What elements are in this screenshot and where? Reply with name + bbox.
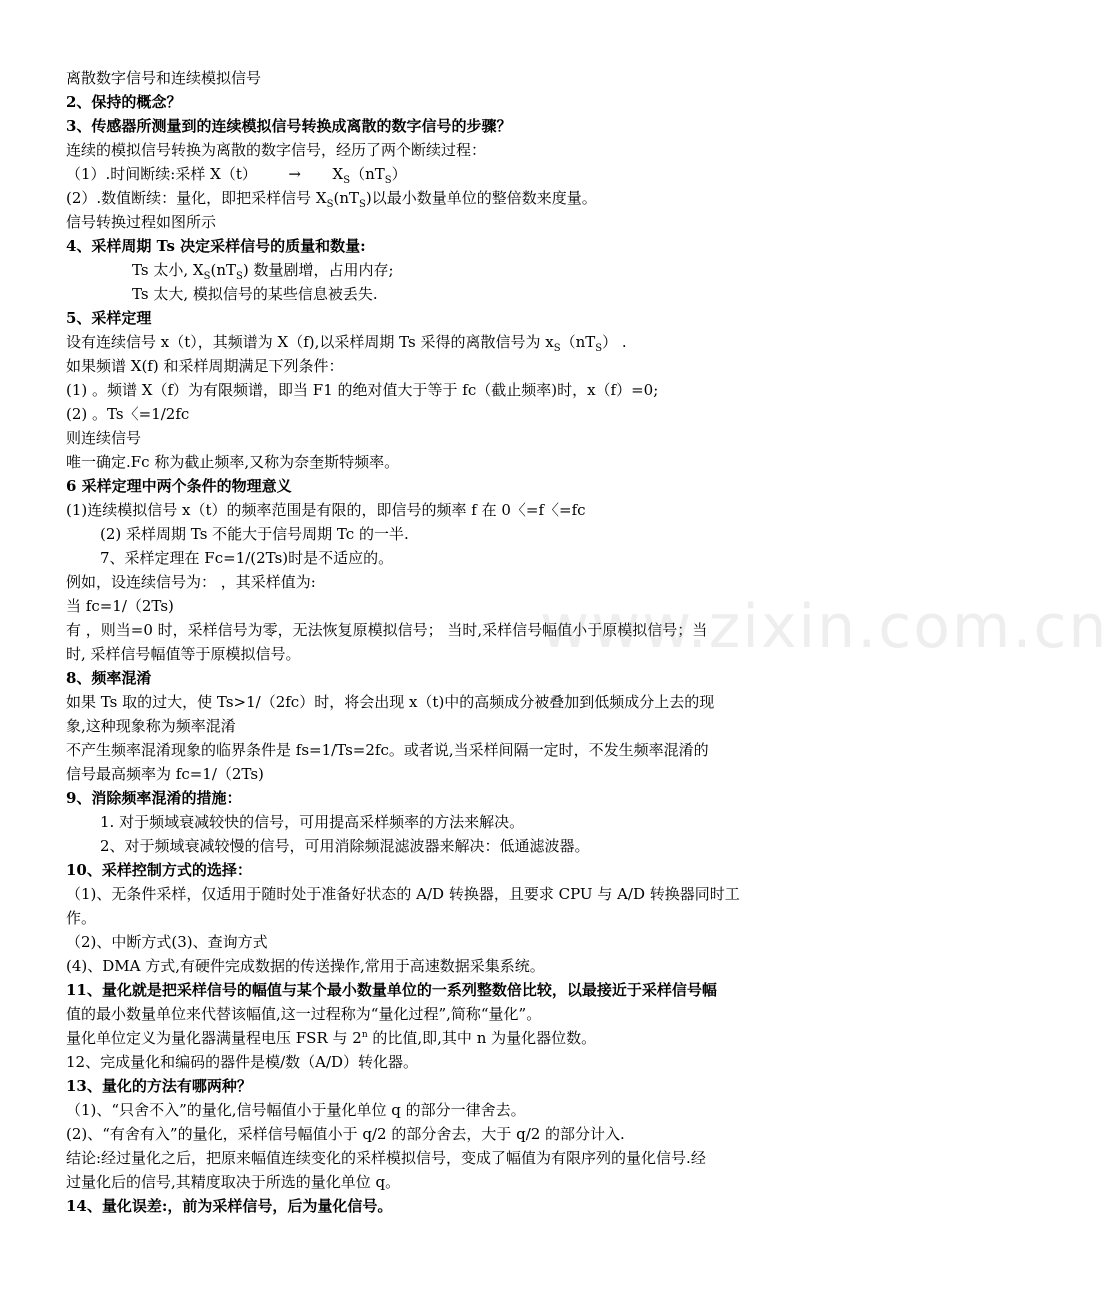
text-line-indented: 2、对于频域衰减较慢的信号，可用消除频混滤波器来解决：低通滤波器。 [100,837,590,855]
text-line: 有 ，则当=0 时，采样信号为零，无法恢复原模拟信号； 当时,采样信号幅值小于原模拟信号；当 [66,621,708,639]
text-line: （2)、中断方式(3)、查询方式 [66,933,268,951]
text-line: 离散数字信号和连续模拟信号 [66,69,262,87]
text-line-theorem: 设有连续信号 x（t），其频谱为 X（f),以采样周期 Ts 采得的离散信号为 $x_S(nT_S)$ . [66,333,627,354]
text-line: 值的最小数量单位来代替该幅值,这一过程称为“量化过程”,简称“量化”。 [66,1005,542,1023]
heading-13: 13、量化的方法有哪两种？ [66,1077,252,1095]
text-line: 唯一确定.Fc 称为截止频率,又称为奈奎斯特频率。 [66,453,400,471]
watermark: www.zixin.com.cn [540,592,1108,662]
text-line-sampling: （1）.时间断续:采样 $X(t) \to X_S(nT_S)$ [66,165,407,186]
text-line: 过量化后的信号,其精度取决于所选的量化单位 q。 [66,1173,401,1191]
heading-2: 2、保持的概念？ [66,93,182,111]
text-line: 信号转换过程如图所示 [66,213,217,231]
text-line-indented: Ts 太小, $X_S(nT_S)$ 数量剧增，占用内存; [132,261,394,282]
text-line: 连续的模拟信号转换为离散的数字信号，经历了两个断续过程： [66,141,487,159]
text-line-indented: (2) 采样周期 Ts 不能大于信号周期 Tc 的一半. [100,525,409,543]
text-line: 作。 [66,909,97,927]
heading-3: 3、传感器所测量到的连续模拟信号转换成离散的数字信号的步骤？ [66,117,512,135]
heading-4: 4、采样周期 Ts 决定采样信号的质量和数量: [66,237,366,255]
text-line: 不产生频率混淆现象的临界条件是 fs=1/Ts=2fc。或者说,当采样间隔一定时，不发生频率混淆的 [66,741,709,759]
text-line: （1)、无条件采样，仅适用于随时处于准备好状态的 A/D 转换器，且要求 CPU 与 A/D 转换器同时工 [66,885,740,903]
text-line: 当 fc=1/（2Ts) [66,597,174,615]
heading-5: 5、采样定理 [66,309,152,327]
text-line: 如果 Ts 取的过大，使 Ts>1/（2fc）时，将会出现 x（t)中的高频成分被叠加到低频成分上去的现 [66,693,715,711]
text-line: (2)、“有舍有入”的量化，采样信号幅值小于 q/2 的部分舍去，大于 q/2 的部分计入. [66,1125,625,1143]
text-line: 则连续信号 [66,429,142,447]
text-line: 例如，设连续信号为： ，其采样值为: [66,573,316,591]
heading-10: 10、采样控制方式的选择： [66,861,252,879]
text-line: 12、完成量化和编码的器件是模/数（A/D）转化器。 [66,1053,419,1071]
text-line: 如果频谱 X(f) 和采样周期满足下列条件： [66,357,344,375]
text-line-indented: Ts 太大, 模拟信号的某些信息被丢失. [132,285,378,303]
heading-8: 8、频率混淆 [66,669,152,687]
heading-9: 9、消除频率混淆的措施： [66,789,242,807]
text-line: （1)、“只舍不入”的量化,信号幅值小于量化单位 q 的部分一律舍去。 [66,1101,526,1119]
text-line: 时, 采样信号幅值等于原模拟信号。 [66,645,301,663]
heading-11: 11、量化就是把采样信号的幅值与某个最小数量单位的一系列整数倍比较，以最接近于采样信号幅 [66,981,717,999]
arrow-icon: → [288,165,301,183]
text-line: 信号最高频率为 fc=1/（2Ts) [66,765,264,783]
text-line: (2) 。Ts〈=1/2fc [66,405,190,423]
text-line: (4)、DMA 方式,有硬件完成数据的传送操作,常用于高速数据采集系统。 [66,957,545,975]
text-line: (1)连续模拟信号 x（t）的频率范围是有限的，即信号的频率 f 在 0〈=f〈=fc [66,501,586,519]
text-line: (1) 。频谱 X（f）为有限频谱，即当 F1 的绝对值大于等于 fc（截止频率)时，x（f）=0; [66,381,659,399]
heading-6: 6 采样定理中两个条件的物理意义 [66,477,292,495]
text-line-quantization: (2）.数值断续：量化，即把采样信号 $X_S(nT_S)$以最小数量单位的整倍数来度量。 [66,189,597,210]
heading-7: 7、采样定理在 Fc=1/(2Ts)时是不适应的。 [100,549,394,567]
text-line: 象,这种现象称为频率混淆 [66,717,236,735]
text-line-quant-unit: 量化单位定义为量化器满量程电压 FSR 与 2$^n$ 的比值,即,其中 n 为量化器位数。 [66,1029,597,1047]
text-line: 结论:经过量化之后，把原来幅值连续变化的采样模拟信号，变成了幅值为有限序列的量化信号.经 [66,1149,706,1167]
heading-14: 14、量化误差:，前为采样信号，后为量化信号。 [66,1197,393,1215]
text-line-indented: 1. 对于频域衰减较快的信号，可用提高采样频率的方法来解决。 [100,813,525,831]
